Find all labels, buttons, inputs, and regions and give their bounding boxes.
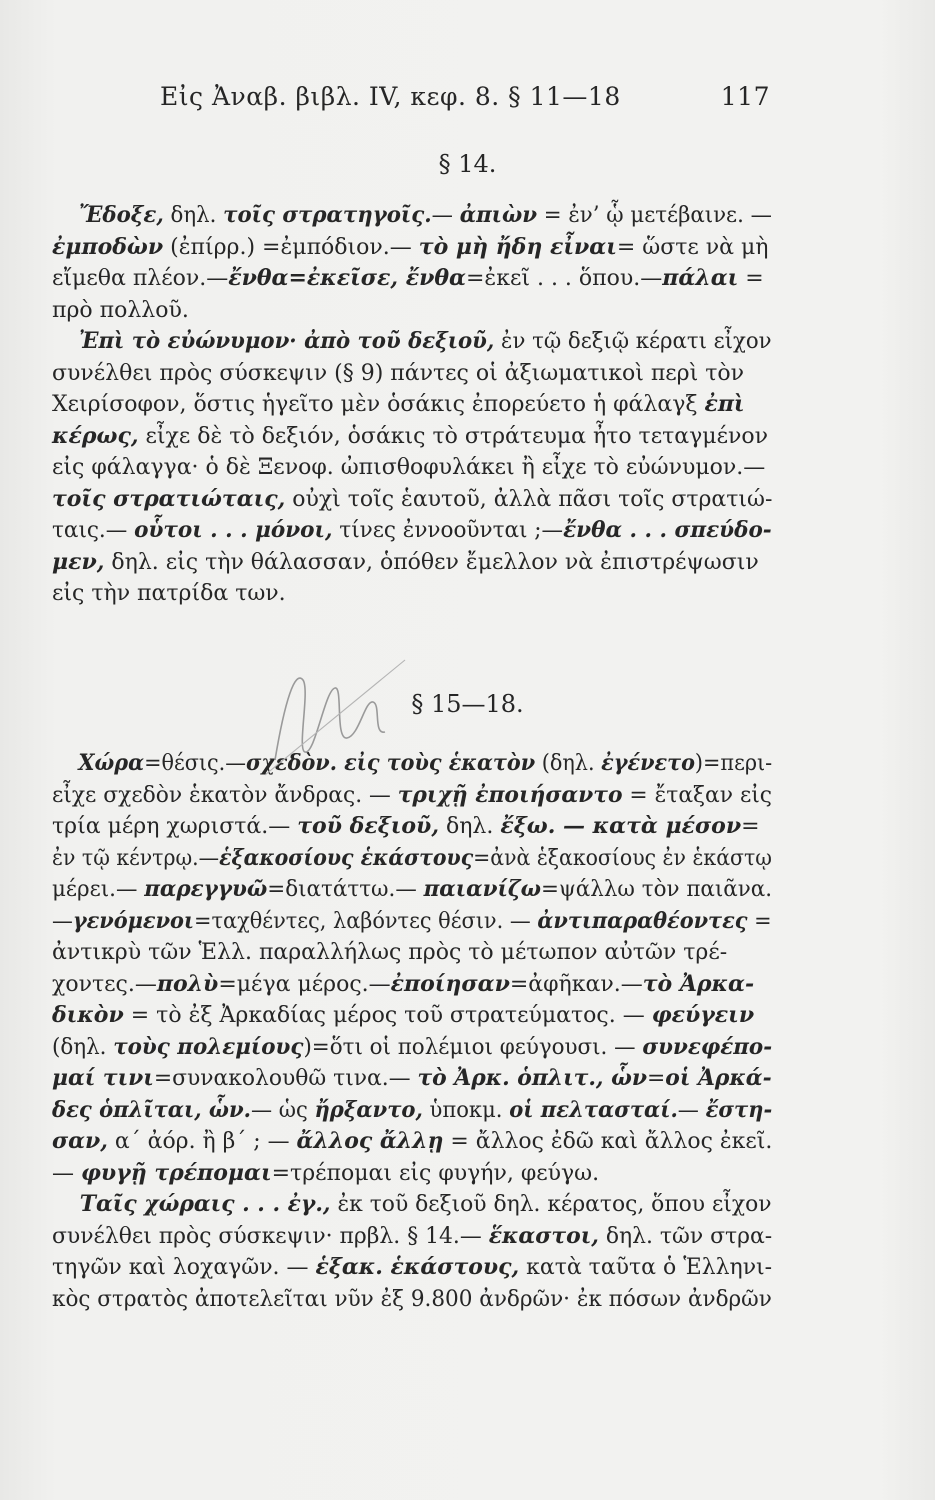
- text-line: μεν, δηλ. εἰς τὴν θάλασσαν, ὁπόθεν ἔμελλον νὰ ἐπιστρέψωσιν: [52, 548, 759, 575]
- handwritten-signature: [255, 640, 425, 790]
- section-heading-14: § 14.: [438, 150, 497, 178]
- section-heading-15-18: § 15—18.: [411, 690, 524, 718]
- text-line: (δηλ. τοὺς πολεμίους)=ὅτι οἱ πολέμιοι φεύγουσι. — συνεφέπο-: [52, 1033, 773, 1060]
- text-line: πρὸ πολλοῦ.: [52, 297, 189, 323]
- running-head: [160, 82, 770, 122]
- text-line: μέρει.— παρεγγυῶ=διατάττω.— παιανίζω=ψάλλω τὸν παιᾶνα.: [52, 876, 773, 902]
- text-line: εἰς φάλαγγα· ὁ δὲ Ξενοφ. ὠπισθοφυλάκει ἢ εἶχε τὸ εὐώνυμον.—: [52, 455, 766, 480]
- text-line: ταις.— οὗτοι . . . μόνοι, τίνες ἐννοοῦνται ;—ἔνθα . . . σπεύδο-: [52, 517, 772, 543]
- text-line: τρία μέρη χωριστά.— τοῦ δεξιοῦ, δηλ. ἔξω. — κατὰ μέσον=: [52, 813, 760, 839]
- section-15-18-text: [52, 748, 772, 1315]
- text-line: εἴμεθα πλέον.—ἔνθα=ἐκεῖσε, ἔνθα=ἐκεῖ . . . ὅπου.—πάλαι =: [52, 265, 764, 291]
- text-line: μαί τινι=συνακολουθῶ τινα.— τὸ Ἀρκ. ὁπλιτ., ὧν=οἱ Ἀρκά-: [52, 1065, 772, 1091]
- text-line: κὸς στρατὸς ἀποτελεῖται νῦν ἐξ 9.800 ἀνδρῶν· ἐκ πόσων ἀνδρῶν: [52, 1286, 772, 1312]
- text-line: Ταῖς χώραις . . . ἐγ., ἐκ τοῦ δεξιοῦ δηλ. κέρατος, ὅπου εἶχον: [79, 1191, 772, 1217]
- text-line: κέρως, εἶχε δὲ τὸ δεξιόν, ὁσάκις τὸ στράτευμα ἦτο τεταγμένον: [52, 422, 768, 449]
- section-14-text: [52, 200, 772, 610]
- text-line: δες ὁπλῖται, ὧν.— ὡς ἤρξαντο, ὑποκμ. οἱ πελτασταί.— ἔστη-: [52, 1096, 773, 1123]
- text-line: συνέλθει πρὸς σύσκεψιν (§ 9) πάντες οἱ ἀξιωματικοὶ περὶ τὸν: [52, 360, 745, 386]
- text-line: τηγῶν καὶ λοχαγῶν. — ἑξακ. ἑκάστους, κατὰ ταῦτα ὁ Ἑλληνι-: [52, 1254, 773, 1280]
- text-line: Ἔδοξε, δηλ. τοῖς στρατηγοῖς.— ἀπιὼν = ἐν’ ᾧ μετέβαινε. —: [79, 202, 772, 228]
- text-line: Χώρα=θέσις.—σχεδὸν. εἰς τοὺς ἑκατὸν (δηλ. ἐγένετο)=περι-: [78, 750, 773, 776]
- text-line: ἀντικρὺ τῶν Ἑλλ. παραλλήλως πρὸς τὸ μέτωπον αὐτῶν τρέ-: [52, 940, 728, 965]
- text-line: χοντες.—πολὺ=μέγα μέρος.—ἐποίησαν=ἀφῆκαν.—τὸ Ἀρκα-: [52, 970, 755, 997]
- page-number: 117: [720, 82, 770, 111]
- text-line: ἐν τῷ κέντρῳ.—ἑξακοσίους ἑκάστους=ἀνὰ ἑξακοσίους ἐν ἑκάστῳ: [52, 844, 772, 871]
- running-head-title: Εἰς Ἀναβ. βιβλ. IV, κεφ. 8. § 11—18: [160, 82, 621, 111]
- text-line: τοῖς στρατιώταις, οὐχὶ τοῖς ἑαυτοῦ, ἀλλὰ πᾶσι τοῖς στρατιώ-: [52, 485, 773, 512]
- text-line: — φυγῇ τρέπομαι=τρέπομαι εἰς φυγήν, φεύγω.: [52, 1159, 600, 1186]
- text-line: ἐμποδὼν (ἐπίρρ.) =ἐμπόδιον.— τὸ μὴ ἤδη εἶναι= ὥστε νὰ μὴ: [52, 233, 769, 260]
- text-line: δικὸν = τὸ ἐξ Ἀρκαδίας μέρος τοῦ στρατεύματος. — φεύγειν: [52, 1002, 755, 1028]
- text-line: συνέλθει πρὸς σύσκεψιν· πρβλ. § 14.— ἕκαστοι, δηλ. τῶν στρα-: [52, 1222, 773, 1249]
- text-line: Ἐπὶ τὸ εὐώνυμον· ἀπὸ τοῦ δεξιοῦ, ἐν τῷ δεξιῷ κέρατι εἶχον: [79, 328, 772, 354]
- text-line: Χειρίσοφον, ὅστις ἡγεῖτο μὲν ὁσάκις ἐπορεύετο ἡ φάλαγξ ἐπὶ: [52, 391, 745, 417]
- text-line: εἶχε σχεδὸν ἑκατὸν ἄνδρας. — τριχῇ ἐποιήσαντο = ἔταξαν εἰς: [52, 781, 772, 808]
- text-line: σαν, α΄ ἀόρ. ἢ β΄ ; — ἄλλος ἄλλῃ = ἄλλος ἐδῶ καὶ ἄλλος ἐκεῖ.: [52, 1128, 773, 1154]
- text-line: —γενόμενοι=ταχθέντες, λαβόντες θέσιν. — ἀντιπαραθέοντες =: [52, 907, 772, 934]
- text-line: εἰς τὴν πατρίδα των.: [52, 581, 286, 606]
